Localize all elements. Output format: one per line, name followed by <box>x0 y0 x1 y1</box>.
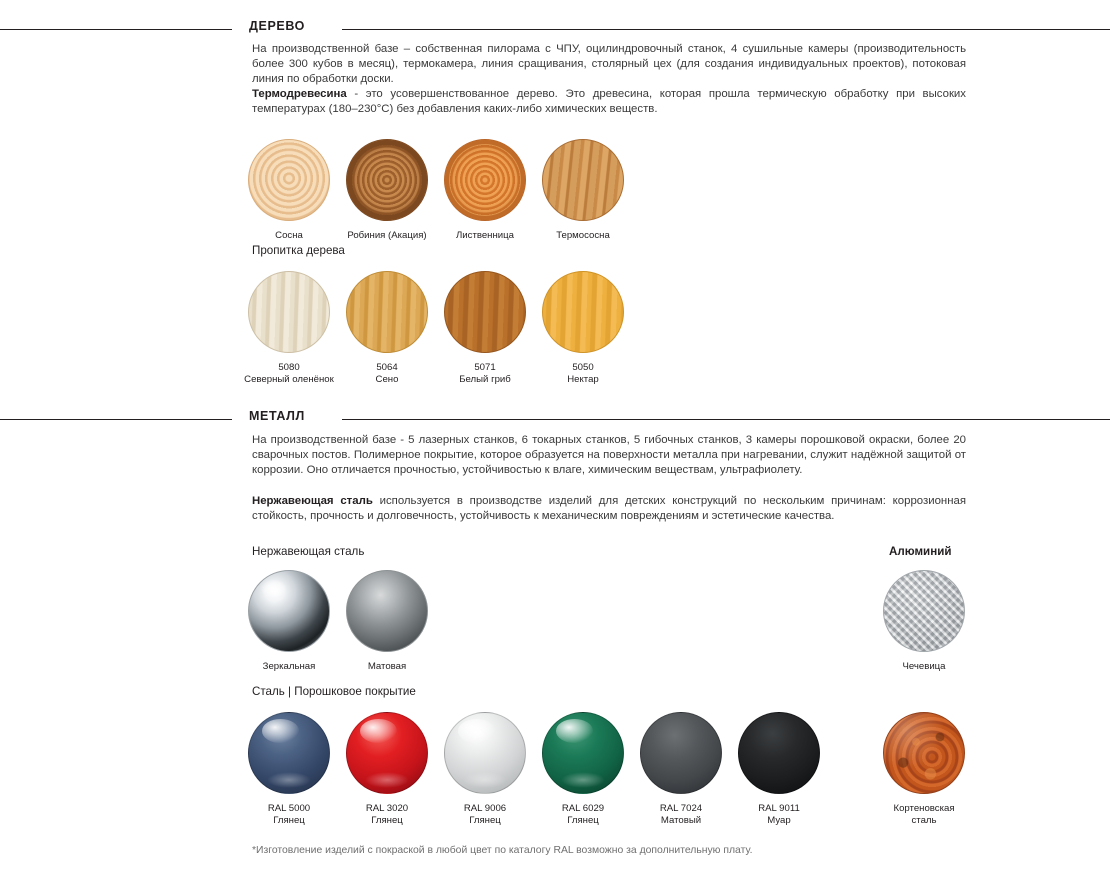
wood-paragraph-2 <box>252 87 966 117</box>
section-rule-right <box>342 29 1110 30</box>
swatch-finish: Глянец <box>273 814 305 826</box>
swatch-code: RAL 9011 <box>758 803 800 814</box>
powder-coat-sphere-icon <box>346 712 428 794</box>
swatch-code: RAL 3020 <box>365 803 409 814</box>
robinia-cross-section-icon <box>346 139 428 221</box>
swatch-stainless-mirror[interactable] <box>240 570 338 673</box>
corten-steel-icon <box>883 712 965 794</box>
swatch-caption <box>436 803 534 826</box>
wood-paragraph-2-lead: Термодревесина <box>252 88 347 100</box>
swatch-ral-5000[interactable] <box>240 712 338 826</box>
swatch-caption <box>436 362 534 385</box>
swatch-ral-6029[interactable] <box>534 712 632 826</box>
swatch-caption <box>338 362 436 385</box>
swatch-ral-7024[interactable] <box>632 712 730 826</box>
section-rule-left <box>0 29 232 30</box>
swatch-robinia[interactable] <box>338 139 436 242</box>
wood-stain-icon <box>346 271 428 353</box>
swatch-caption <box>632 803 730 826</box>
section-header-metal <box>0 406 1110 432</box>
powder-coat-sphere-icon <box>640 712 722 794</box>
swatch-ral-9011[interactable] <box>730 712 828 826</box>
swatch-stainless-matte[interactable] <box>338 570 436 673</box>
swatch-caption <box>534 803 632 826</box>
powder-coat-sphere-icon <box>444 712 526 794</box>
swatch-code: RAL 5000 <box>267 803 311 814</box>
swatch-code: 5064 <box>376 362 398 373</box>
section-title-metal: МЕТАЛЛ <box>249 409 305 423</box>
swatch-name: Белый гриб <box>459 373 511 385</box>
thermo-pine-grain-icon <box>542 139 624 221</box>
swatch-caption <box>240 362 338 385</box>
swatch-impregnation-5080[interactable] <box>240 271 338 385</box>
swatch-caption <box>875 803 973 826</box>
stainless-heading: Нержавеющая сталь <box>252 545 365 558</box>
swatch-code: 5071 <box>474 362 496 373</box>
swatch-code: RAL 7024 <box>659 803 703 814</box>
swatch-caption <box>338 803 436 826</box>
swatch-corten-steel[interactable] <box>875 712 973 826</box>
swatch-code: RAL 6029 <box>561 803 605 814</box>
powder-coating-row <box>240 712 828 826</box>
pine-cross-section-icon <box>248 139 330 221</box>
swatch-ral-9006[interactable] <box>436 712 534 826</box>
metal-paragraph-1: На производственной базе - 5 лазерных станков, 6 токарных станков, 5 гибочных станков, 3 камеры порошковой окраски, более 20 сварочных постов. Полимерное покрытие, которое образуется на поверхности металла при нагревании, служит надёжной защитой от коррозии. Оно отличается прочностью, устойчивостью к влаге, химическим веществам, ультрафиолету. <box>252 434 966 477</box>
swatch-finish: Глянец <box>469 814 501 826</box>
swatch-caption <box>240 803 338 826</box>
swatch-finish: Глянец <box>567 814 599 826</box>
swatch-thermo-pine[interactable] <box>534 139 632 242</box>
swatch-finish: Матовый <box>660 814 702 826</box>
swatch-name: Северный оленёнок <box>244 373 334 385</box>
swatch-ral-3020[interactable] <box>338 712 436 826</box>
impregnation-heading: Пропитка дерева <box>252 244 345 257</box>
section-title-wood: ДЕРЕВО <box>249 19 305 33</box>
swatch-label: Матовая <box>367 661 407 672</box>
section-header-wood <box>0 16 1110 42</box>
powder-coat-sphere-icon <box>738 712 820 794</box>
metal-paragraph-2-rest: используется в производстве изделий для детских конструкций по нескольким причинам: коррозионная стойкость, прочность и долговечность, устойчивость к механическим повреждениям и эстетические качества. <box>252 495 966 523</box>
powder-coat-sphere-icon <box>248 712 330 794</box>
impregnation-row <box>240 271 632 385</box>
swatch-caption <box>730 803 828 826</box>
section-rule-right <box>342 419 1110 420</box>
swatch-label: Лиственница <box>456 230 514 241</box>
powder-coat-sphere-icon <box>542 712 624 794</box>
swatch-impregnation-5071[interactable] <box>436 271 534 385</box>
swatch-label: Зеркальная <box>262 661 316 672</box>
swatch-finish: Глянец <box>371 814 403 826</box>
section-rule-left <box>0 419 232 420</box>
swatch-label: Чечевица <box>902 661 946 672</box>
swatch-name-line2: сталь <box>911 814 937 826</box>
swatch-code: 5050 <box>572 362 594 373</box>
mirror-steel-sphere-icon <box>248 570 330 652</box>
swatch-code: 5080 <box>278 362 300 373</box>
larch-cross-section-icon <box>444 139 526 221</box>
swatch-aluminium-lentil[interactable] <box>875 570 973 673</box>
lentil-tread-plate-icon <box>883 570 965 652</box>
swatch-name: Сено <box>375 373 399 385</box>
swatch-finish: Муар <box>767 814 791 826</box>
wood-stain-icon <box>542 271 624 353</box>
matte-steel-sphere-icon <box>346 570 428 652</box>
swatch-label: Сосна <box>275 230 303 241</box>
footnote: *Изготовление изделий с покраской в любой цвет по каталогу RAL возможно за дополнительную плату. <box>252 845 753 856</box>
swatch-impregnation-5050[interactable] <box>534 271 632 385</box>
stainless-row <box>240 570 436 673</box>
wood-species-row <box>240 139 632 242</box>
metal-paragraph-2 <box>252 494 966 524</box>
powder-coating-heading: Сталь | Порошковое покрытие <box>252 685 416 698</box>
metal-paragraph-2-lead: Нержавеющая сталь <box>252 495 373 507</box>
swatch-pine[interactable] <box>240 139 338 242</box>
wood-stain-icon <box>248 271 330 353</box>
swatch-name-line1: Кортеновская <box>893 803 955 814</box>
swatch-larch[interactable] <box>436 139 534 242</box>
aluminium-heading: Алюминий <box>889 545 952 558</box>
swatch-label: Робиния (Акация) <box>347 230 427 241</box>
swatch-impregnation-5064[interactable] <box>338 271 436 385</box>
wood-paragraph-1: На производственной базе – собственная пилорама с ЧПУ, оцилиндровочный станок, 4 сушильные камеры (производительность более 300 кубов в месяц), термокамера, линия сращивания, столярный цех (для создания индивидуальных проектов), потоковая линия по обработки доски. <box>252 43 966 86</box>
wood-paragraph-2-rest: - это усовершенствованное дерево. Это древесина, которая прошла термическую обработку при высоких температурах (180–230°С) без добавления каких-либо химических веществ. <box>252 88 966 116</box>
wood-stain-icon <box>444 271 526 353</box>
swatch-label: Термососна <box>556 230 610 241</box>
swatch-code: RAL 9006 <box>463 803 507 814</box>
swatch-name: Нектар <box>567 373 599 385</box>
swatch-caption <box>534 362 632 385</box>
